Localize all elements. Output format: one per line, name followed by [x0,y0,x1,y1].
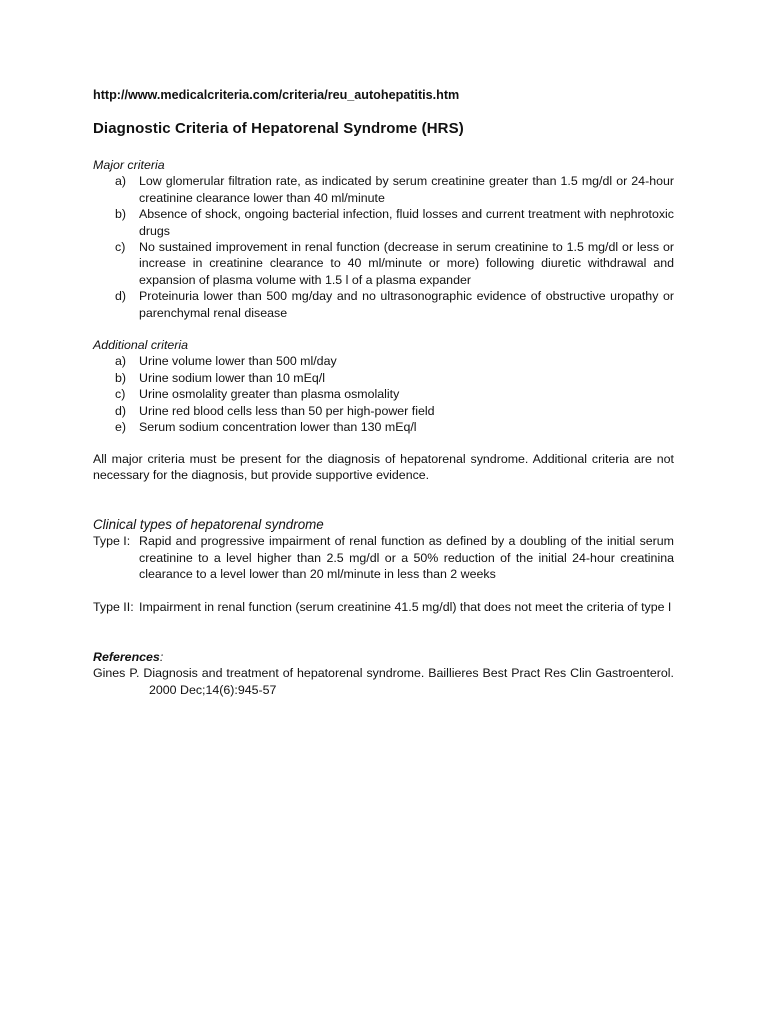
references-heading-line [93,649,674,665]
references-colon: : [159,650,164,664]
list-marker: d) [115,403,127,418]
list-item-text: Urine osmolality greater than plasma osmolality [139,387,400,402]
additional-criteria-list [93,353,674,435]
list-marker: b) [115,370,127,385]
list-item [93,206,674,239]
list-item [93,386,674,402]
list-item [93,239,674,288]
list-item [93,173,674,206]
list-marker: c) [115,387,126,402]
list-item-text: Serum sodium concentration lower than 130 mEq/l [139,420,417,435]
list-marker: b) [115,207,127,222]
major-criteria-list [93,173,674,321]
list-marker: a) [115,354,127,369]
type-2-label: Type II: [93,599,134,614]
page-title: Diagnostic Criteria of Hepatorenal Syndrome (HRS) [93,120,464,137]
clinical-types-section [93,517,674,615]
list-item-text: Urine sodium lower than 10 mEq/l [139,370,325,385]
clinical-types-heading: Clinical types of hepatorenal syndrome [93,517,324,532]
summary-paragraph: All major criteria must be present for the diagnosis of hepatorenal syndrome. Additional criteria are not necessary for the diagnosis, but provide supportive evidence. [93,452,674,483]
list-item [93,403,674,419]
type-1-text: Rapid and progressive impairment of renal function as defined by a doubling of the initial serum creatinine to a level higher than 2.5 mg/dl or a 50% reduction of the initial 24-hour creatinina clearance to a level lower than 20 ml/minute in less than 2 weeks [139,534,674,582]
references-section [93,649,674,698]
list-marker: c) [115,240,126,255]
major-criteria-heading: Major criteria [93,158,165,172]
additional-criteria-section [93,337,674,435]
reference-entry: Gines P. Diagnosis and treatment of hepatorenal syndrome. Baillieres Best Pract Res Clin Gastroenterol. 2000 Dec;14(6):945-57 [93,666,674,697]
list-marker: d) [115,289,127,304]
type-2-entry [93,599,674,615]
type-2-text: Impairment in renal function (serum creatinine 41.5 mg/dl) that does not meet the criteria of type I [139,599,672,614]
list-item [93,353,674,369]
list-marker: a) [115,174,127,189]
type-1-entry [93,533,674,582]
list-item [93,288,674,321]
additional-criteria-heading: Additional criteria [93,338,189,352]
list-item-text: No sustained improvement in renal function (decrease in serum creatinine to 1.5 mg/dl or less or increase in creatinine clearance to 40 ml/minute or more) following diuretic withdrawal and expansion of plasma volume with 1.5 l of a plasma expander [139,240,674,287]
source-url: http://www.medicalcriteria.com/criteria/reu_autohepatitis.htm [93,88,460,102]
references-heading: References [93,650,160,664]
list-item [93,370,674,386]
major-criteria-section [93,157,674,321]
list-item-text: Urine red blood cells less than 50 per high-power field [139,403,435,418]
list-marker: e) [115,420,127,435]
list-item-text: Absence of shock, ongoing bacterial infection, fluid losses and current treatment with nephrotoxic drugs [139,207,674,238]
list-item-text: Low glomerular filtration rate, as indicated by serum creatinine greater than 1.5 mg/dl or 24-hour creatinine clearance lower than 40 ml/minute [139,174,674,205]
list-item-text: Proteinuria lower than 500 mg/day and no ultrasonographic evidence of obstructive uropathy or parenchymal renal disease [139,289,674,320]
list-item [93,419,674,435]
type-1-label: Type I: [93,534,131,549]
list-item-text: Urine volume lower than 500 ml/day [139,354,337,369]
